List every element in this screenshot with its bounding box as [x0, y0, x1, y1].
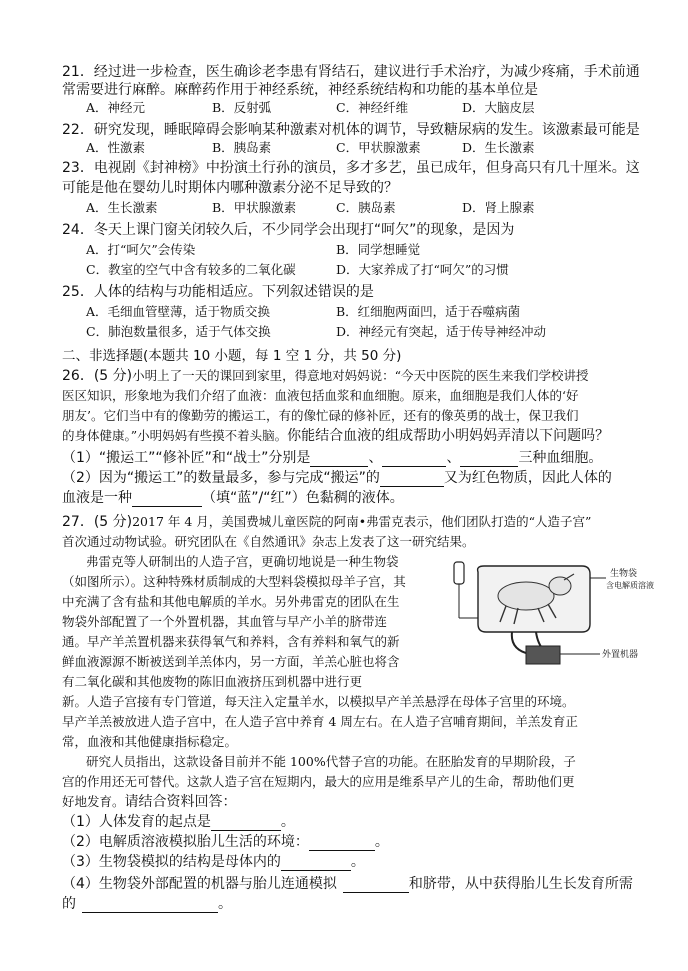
- q27-line1: [62, 513, 688, 531]
- figure-label-solution: 含电解质溶液: [606, 581, 654, 590]
- figure-label-bag: 生物袋: [610, 568, 638, 578]
- q26-sub1-sep1: 、: [368, 450, 383, 466]
- q22-option-a: A．性激素: [86, 140, 146, 155]
- q26-sub1-end: 三种血细胞。: [518, 450, 603, 466]
- q26-sub1-blank3[interactable]: [460, 452, 518, 467]
- q26-passage-end: 的身体健康。”小明妈妈有些摸不着头脑。: [62, 428, 288, 443]
- q26-sub1-text: （1）“搬运工”“修补匠”和“战士”分别是: [62, 450, 311, 466]
- q27-sub2: [62, 833, 688, 851]
- q27-sub3-blank[interactable]: [281, 856, 351, 871]
- q26-sub2-cont: [62, 489, 688, 507]
- q27-p2-line1: 研究人员指出，这款设备目前并不能 100%代替子宫的功能。在胚胎发育的早期阶段，子: [86, 754, 576, 769]
- q27-p1-line5: 通。早产羊羔置机器来获得氧气和养料，含有养料和氧气的新: [62, 634, 400, 649]
- q24-option-a: A．打“呵欠”会传染: [86, 242, 196, 257]
- q27-number: 27．(5 分): [62, 514, 133, 530]
- q21-line2: 常需要进行麻醉。麻醉药作用于神经系统，神经系统结构和功能的基本单位是: [62, 82, 538, 98]
- q21-option-c: C．神经纤维: [336, 100, 409, 115]
- q27-sub4-blank2[interactable]: [82, 898, 218, 913]
- q27-sub4-cont: [62, 895, 688, 913]
- q27-p1-line7: 有二氧化碳和其他废物的陈旧血液挤压到机器中进行更: [62, 674, 363, 689]
- q27-sub4-blank1[interactable]: [343, 878, 409, 893]
- q26-sub2-blank1[interactable]: [380, 472, 444, 487]
- q25-line1: 25．人体的结构与功能相适应。下列叙述错误的是: [62, 284, 374, 300]
- q27-p1-line4: 物袋外部配置了一个外置机器，其血管与早产小羊的脐带连: [62, 614, 388, 629]
- q21-option-b: B．反射弧: [212, 100, 272, 115]
- q27-p1-line10: 常，血液和其他健康指标稳定。: [62, 734, 238, 749]
- q23-option-b: B．甲状腺激素: [212, 200, 297, 215]
- q25-option-c: C．肺泡数量很多，适于气体交换: [86, 324, 271, 339]
- q27-sub4-text3: 的: [62, 896, 76, 912]
- q24-line1: 24．冬天上课门窗关闭较久后，不少同学会出现打“呵欠”的现象，是因为: [62, 222, 515, 238]
- artificial-womb-illustration: [440, 558, 680, 668]
- q23-option-a: A．生长激素: [86, 200, 158, 215]
- q21-option-a: A．神经元: [86, 100, 146, 115]
- q23-line1: 23．电视剧《封神榜》中扮演土行孙的演员，多才多艺，虽已成年，但身高只有几十厘米。这: [62, 160, 640, 176]
- q25-option-a: A．毛细血管壁薄，适于物质交换: [86, 304, 271, 319]
- q27-prompt: 请结合资料回答：: [124, 794, 237, 810]
- q26-sub2-end: （填“蓝”/“红”）色黏稠的液体。: [202, 490, 404, 506]
- q26-sub1: [62, 449, 688, 467]
- q26-line4: [62, 427, 688, 445]
- q27-sub2-blank[interactable]: [309, 836, 375, 851]
- q27-passage-start: 2017 年 4 月，美国费城儿童医院的阿南•弗雷克表示，他们团队打造的“人造子宫”: [132, 514, 592, 529]
- q24-option-d: D．大家养成了打“呵欠”的习惯: [336, 262, 509, 277]
- q21-line1: 21．经过进一步检查，医生确诊老李患有肾结石，建议进行手术治疗，为减少疼痛，手术前通: [62, 64, 640, 80]
- q27-line2: 首次通过动物试验。研究团队在《自然通讯》杂志上发表了这一研究结果。: [62, 534, 475, 549]
- q27-p1-line3: 中充满了含有盐和其他电解质的羊水。另外弗雷克的团队在生: [62, 594, 400, 609]
- q27-sub3: [62, 853, 688, 871]
- q26-sub2-text3: 血液是一种: [62, 490, 132, 506]
- q27-sub4-text: （4）生物袋外部配置的机器与胎儿连通模拟: [62, 876, 337, 892]
- q26-sub2-text2: 又为红色物质，因此人体的: [443, 470, 612, 486]
- q21-option-d: D．大脑皮层: [462, 100, 535, 115]
- q27-p1-line1: 弗雷克等人研制出的人造子宫，更确切地说是一种生物袋: [86, 554, 399, 569]
- q27-p1-line6: 鲜血液源源不断被送到羊羔体内，另一方面，羊羔心脏也将含: [62, 654, 400, 669]
- q23-option-d: D．肾上腺素: [462, 200, 535, 215]
- q26-passage-start: 小明上了一天的课回到家里，得意地对妈妈说：“今天中医院的医生来我们学校讲授: [132, 368, 589, 383]
- q26-prompt: 你能结合血液的组成帮助小明妈妈弄清以下问题吗？: [287, 428, 610, 444]
- q22-option-d: D．生长激素: [462, 140, 535, 155]
- q26-sub1-blank2[interactable]: [382, 452, 446, 467]
- q27-sub2-end: 。: [374, 834, 389, 850]
- q25-option-d: D．神经元有突起，适于传导神经冲动: [336, 324, 547, 339]
- q26-sub2-text: （2）因为“搬运工”的数量最多，参与完成“搬运”的: [62, 470, 380, 486]
- q22-option-c: C．甲状腺激素: [336, 140, 421, 155]
- figure-label-machine: 外置机器: [602, 649, 639, 659]
- q27-sub1-end: 。: [280, 814, 295, 830]
- q27-sub1: [62, 813, 688, 831]
- q26-sub2: [62, 469, 688, 487]
- q27-p2-line2: 宫的作用还无可替代。这款人造子宫在短期内，最大的应用是维系早产儿的生命，帮助他们更: [62, 774, 575, 789]
- q27-sub3-end: 。: [350, 854, 365, 870]
- q27-sub4-end: 。: [218, 896, 232, 912]
- q26-sub2-blank2[interactable]: [132, 492, 202, 507]
- q27-p2-line3: [62, 793, 688, 811]
- artificial-womb-figure: [440, 558, 680, 668]
- q27-sub4-text2: 和脐带，从中获得胎儿生长发育所需: [408, 876, 633, 892]
- q27-sub1-text: （1）人体发育的起点是: [62, 814, 211, 830]
- q27-sub1-blank[interactable]: [211, 816, 281, 831]
- q26-line2: 医区知识，形象地为我们介绍了血液：血液包括血浆和血细胞。原来，血细胞是我们人体的‘好: [62, 388, 579, 403]
- q27-p1-line2: （如图所示）。这种特殊材质制成的大型料袋模拟母羊子宫，其: [62, 574, 406, 589]
- q27-sub4: [62, 875, 688, 893]
- q22-line1: 22．研究发现，睡眠障碍会影响某种激素对机体的调节，导致糖尿病的发生。该激素最可能是: [62, 122, 640, 138]
- q27-p1-line8: 新。人造子宫接有专门管道，每天注入定量羊水，以模拟早产羊羔悬浮在母体子宫里的环境。: [62, 694, 575, 709]
- q23-option-c: C．胰岛素: [336, 200, 396, 215]
- q26-sub1-sep2: 、: [446, 450, 461, 466]
- q24-option-c: C．教室的空气中含有较多的二氧化碳: [86, 262, 296, 277]
- q22-option-b: B．胰岛素: [212, 140, 272, 155]
- q26-sub1-blank1[interactable]: [310, 452, 368, 467]
- q27-p1-line9: 早产羊羔被放进人造子宫中，在人造子宫中养育 4 周左右。在人造子宫哺育期间，羊羔发育正: [62, 714, 578, 729]
- q24-option-b: B．同学想睡觉: [336, 242, 421, 257]
- q27-sub2-text: （2）电解质溶液模拟胎儿生活的环境：: [62, 834, 309, 850]
- q26-line3: 朋友’。它们当中有的像勤劳的搬运工，有的像忙碌的修补匠，还有的像英勇的战士，保卫我们: [62, 408, 579, 423]
- q27-p2-end: 好地发育。: [62, 794, 125, 809]
- section-heading: 二、非选择题(本题共 10 小题，每 1 空 1 分，共 50 分): [62, 348, 402, 364]
- q27-sub3-text: （3）生物袋模拟的结构是母体内的: [62, 854, 281, 870]
- q26-line1: [62, 367, 688, 385]
- q25-option-b: B．红细胞两面凹，适于吞噬病菌: [336, 304, 521, 319]
- q26-number: 26．(5 分): [62, 368, 133, 384]
- q23-line2: 可能是他在婴幼儿时期体内哪种激素分泌不足导致的？: [62, 180, 398, 196]
